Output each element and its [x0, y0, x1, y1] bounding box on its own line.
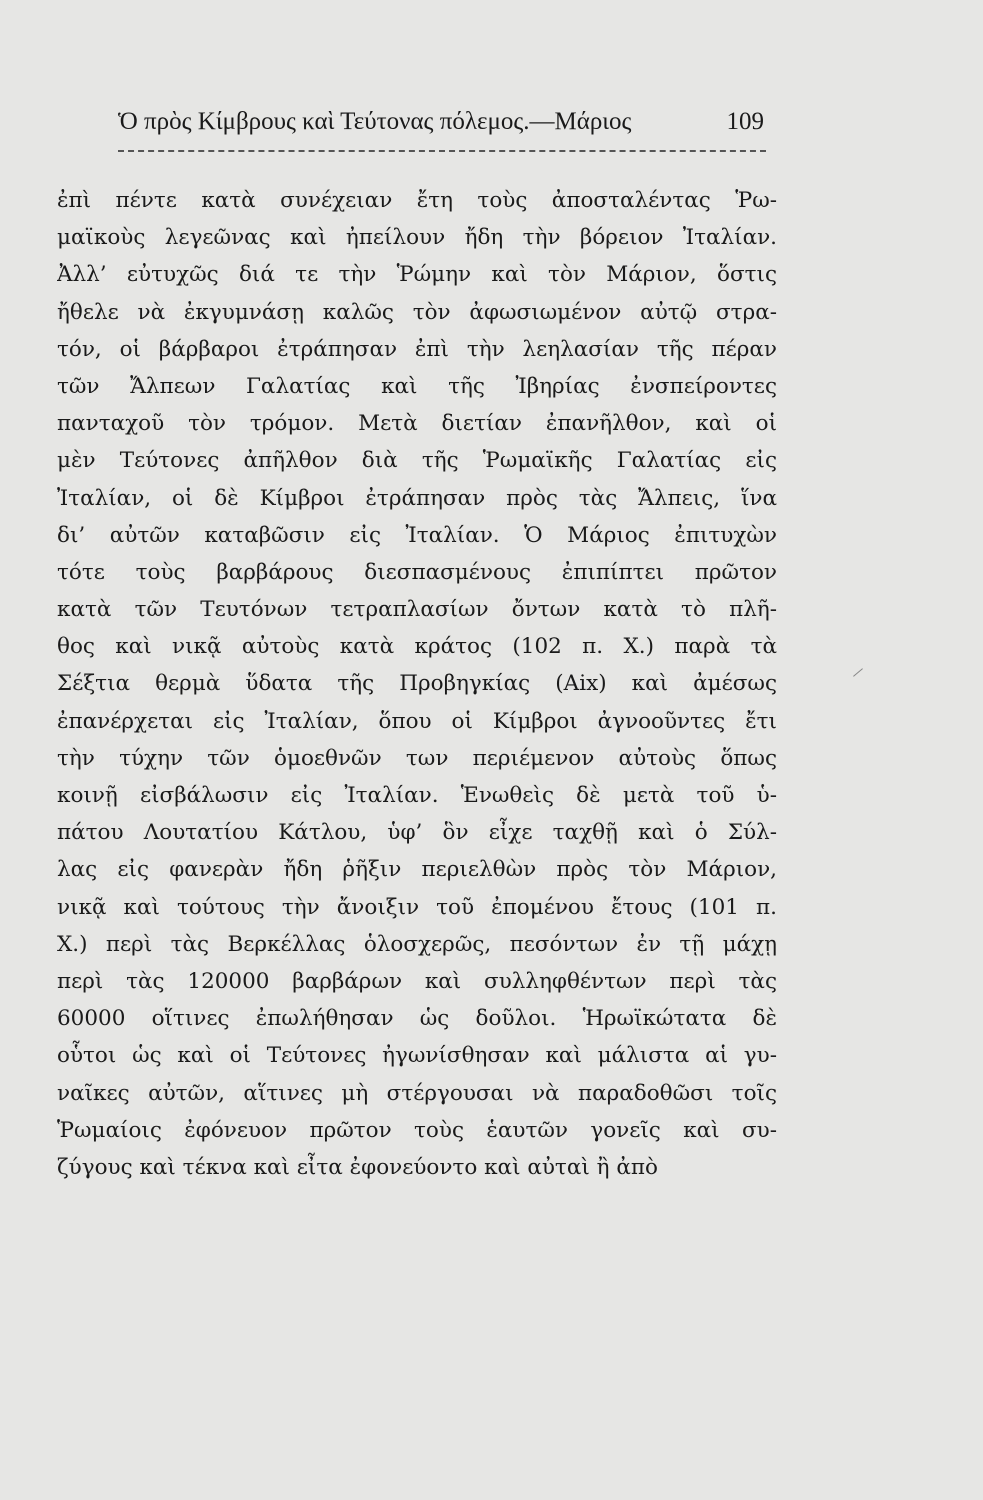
- text-line: Σέξτια θερμὰ ὕδατα τῆς Προβηγκίας (Aix) καὶ ἀμέσως: [57, 671, 777, 697]
- text-line: ἐπανέρχεται εἰς Ἰταλίαν, ὅπου οἱ Κίμβροι ἀγνοοῦντες ἔτι: [57, 708, 777, 734]
- body-text: [57, 182, 777, 1186]
- pencil-mark: [853, 668, 863, 676]
- text-line: ἐπὶ πέντε κατὰ συνέχειαν ἔτη τοὺς ἀποσταλέντας Ῥω-: [57, 188, 777, 213]
- text-line: ἤθελε νὰ ἐκγυμνάσῃ καλῶς τὸν ἀφωσιωμένον αὐτῷ στρα-: [57, 299, 777, 325]
- text-line: μὲν Τεύτονες ἀπῆλθον διὰ τῆς Ῥωμαϊκῆς Γαλατίας εἰς: [57, 448, 777, 474]
- text-line: τόν, οἱ βάρβαροι ἐτράπησαν ἐπὶ τὴν λεηλασίαν τῆς πέραν: [57, 336, 777, 362]
- text-line: δι’ αὐτῶν καταβῶσιν εἰς Ἰταλίαν. Ὁ Μάριος ἐπιτυχὼν: [57, 522, 777, 548]
- text-line: οὗτοι ὡς καὶ οἱ Τεύτονες ἠγωνίσθησαν καὶ μάλιστα αἱ γυ-: [57, 1043, 777, 1069]
- text-line: κοινῇ εἰσβάλωσιν εἰς Ἰταλίαν. Ἑνωθεὶς δὲ μετὰ τοῦ ὑ-: [57, 783, 777, 808]
- header-rule: [118, 150, 766, 152]
- text-line: τῶν Ἄλπεων Γαλατίας καὶ τῆς Ἰβηρίας ἐνσπείροντες: [57, 373, 777, 399]
- text-line: Χ.) περὶ τὰς Βερκέλλας ὁλοσχερῶς, πεσόντων ἐν τῇ μάχῃ: [57, 931, 777, 957]
- text-line: ζύγους καὶ τέκνα καὶ εἶτα ἐφονεύοντο καὶ αὐταὶ ἢ ἀπὸ: [57, 1154, 658, 1180]
- page-number: 109: [726, 108, 764, 135]
- text-line: τότε τοὺς βαρβάρους διεσπασμένους ἐπιπίπτει πρῶτον: [57, 559, 777, 585]
- text-line: θος καὶ νικᾷ αὐτοὺς κατὰ κράτος (102 π. Χ.) παρὰ τὰ: [57, 634, 777, 660]
- text-line: νικᾷ καὶ τούτους τὴν ἄνοιξιν τοῦ ἐπομένου ἔτους (101 π.: [57, 894, 777, 920]
- text-line: μαϊκοὺς λεγεῶνας καὶ ἠπείλουν ἤδη τὴν βόρειον Ἰταλίαν.: [57, 225, 777, 251]
- text-line: τὴν τύχην τῶν ὁμοεθνῶν των περιέμενον αὐτοὺς ὅπως: [57, 745, 777, 771]
- text-line: περὶ τὰς 120000 βαρβάρων καὶ συλληφθέντων περὶ τὰς: [57, 968, 777, 994]
- text-line: λας εἰς φανερὰν ἤδη ῥῆξιν περιελθὼν πρὸς τὸν Μάριον,: [57, 857, 777, 883]
- text-line: πάτου Λουτατίου Κάτλου, ὑφ’ ὃν εἶχε ταχθῇ καὶ ὁ Σύλ-: [57, 820, 777, 846]
- chapter-title: Ὁ πρὸς Κίμβρους καὶ Τεύτονας πόλεμος.—Μάριος: [118, 108, 632, 135]
- running-head: [118, 104, 766, 140]
- text-line: πανταχοῦ τὸν τρόμον. Μετὰ διετίαν ἐπανῆλθον, καὶ οἱ: [57, 411, 777, 437]
- text-line: κατὰ τῶν Τευτόνων τετραπλασίων ὄντων κατὰ τὸ πλῆ-: [57, 597, 777, 623]
- text-line: ναῖκες αὐτῶν, αἵτινες μὴ στέργουσαι νὰ παραδοθῶσι τοῖς: [57, 1080, 777, 1106]
- text-line: Ἀλλ’ εὐτυχῶς διά τε τὴν Ῥώμην καὶ τὸν Μάριον, ὅστις: [57, 262, 777, 288]
- text-line: Ἰταλίαν, οἱ δὲ Κίμβροι ἐτράπησαν πρὸς τὰς Ἄλπεις, ἵνα: [57, 485, 777, 511]
- text-line: 60000 οἵτινες ἐπωλήθησαν ὡς δοῦλοι. Ἡρωϊκώτατα δὲ: [57, 1006, 777, 1032]
- text-line: Ῥωμαίοις ἐφόνευον πρῶτον τοὺς ἑαυτῶν γονεῖς καὶ συ-: [57, 1117, 777, 1143]
